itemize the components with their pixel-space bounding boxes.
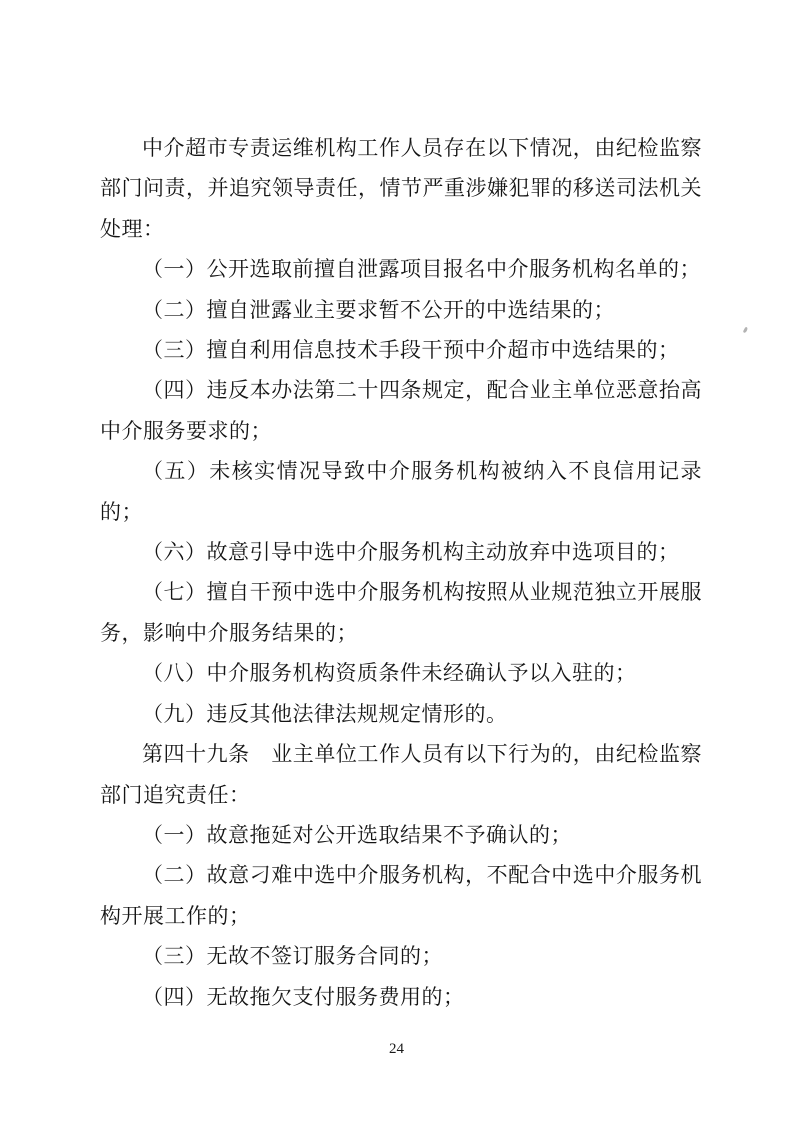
paragraph: （一）故意拖延对公开选取结果不予确认的； (142, 822, 572, 847)
paragraph: （三）擅自利用信息技术手段干预中介超市中选结果的； (142, 338, 680, 363)
paragraph: （八）中介服务机构资质条件未经确认予以入驻的； (142, 661, 637, 686)
page-number: 24 (389, 1041, 404, 1057)
paragraph: （七）擅自干预中选中介服务机构按照从业规范独立开展服务，影响中介服务结果的； (100, 580, 702, 645)
paragraph: （九）违反其他法律法规规定情形的。 (142, 701, 508, 726)
paragraph: （四）违反本办法第二十四条规定，配合业主单位恶意抬高中介服务要求的； (100, 378, 702, 443)
paragraph: （五）未核实情况导致中介服务机构被纳入不良信用记录的； (100, 459, 702, 524)
paragraph: （四）无故拖欠支付服务费用的； (142, 984, 465, 1009)
document-body (100, 128, 702, 1017)
paragraph: （二）故意刁难中选中介服务机构，不配合中选中介服务机构开展工作的； (100, 863, 702, 928)
paragraph: （二）擅自泄露业主要求暂不公开的中选结果的； (142, 297, 615, 322)
scan-artifact-speck (743, 327, 748, 334)
paragraph: （三）无故不签订服务合同的； (142, 944, 443, 969)
paragraph: 中介超市专责运维机构工作人员存在以下情况，由纪检监察部门问责，并追究领导责任，情节严重涉嫌犯罪的移送司法机关处理： (100, 136, 702, 241)
paragraph: （六）故意引导中选中介服务机构主动放弃中选项目的； (142, 540, 680, 565)
paragraph: 第四十九条 业主单位工作人员有以下行为的，由纪检监察部门追究责任： (100, 742, 702, 807)
paragraph: （一）公开选取前擅自泄露项目报名中介服务机构名单的； (142, 257, 701, 282)
